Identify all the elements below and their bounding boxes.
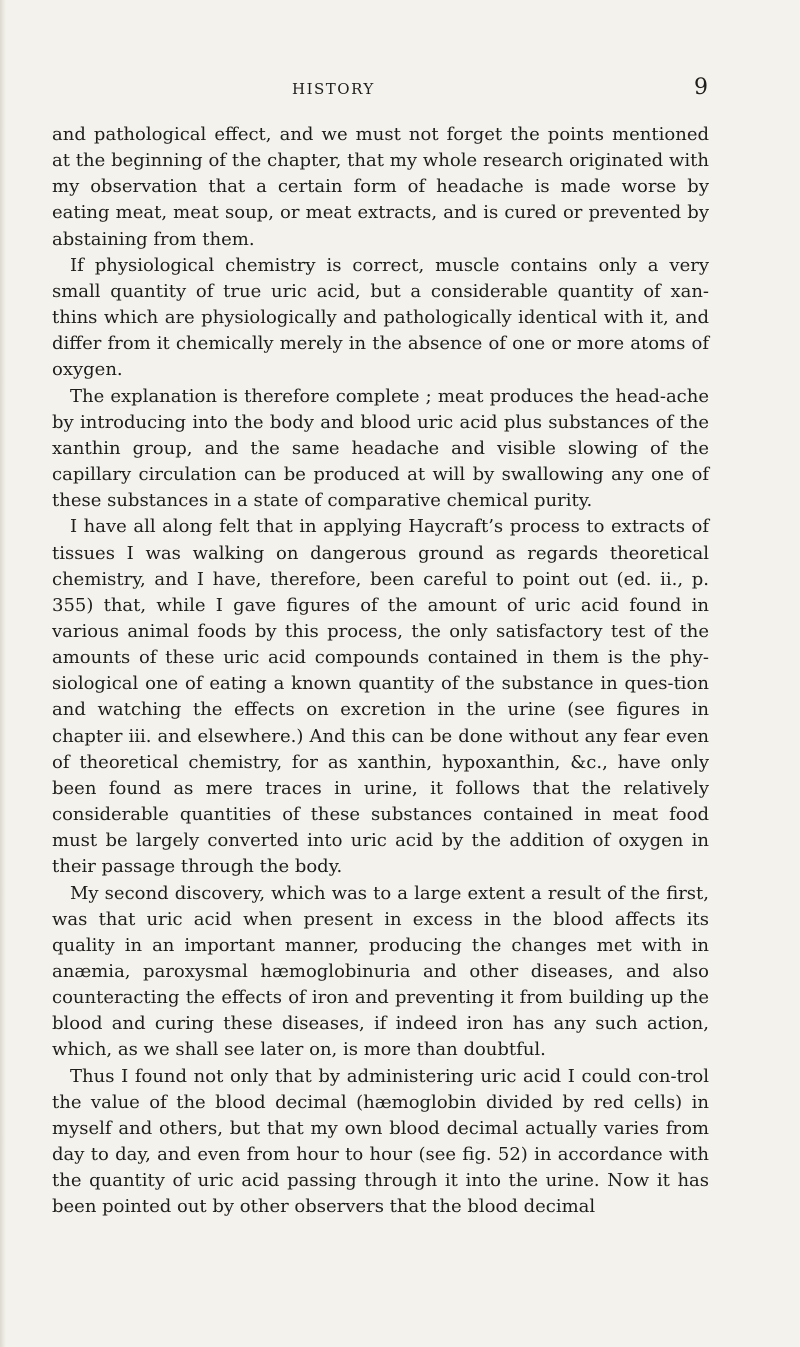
- paragraph: The explanation is therefore complete ; meat produces the head-ache by introducing into the body and blood uric acid plus substances of the xanthin group, and the same headache and visible slowing of the capillary circulation can be produced at will by swallowing any one of these substances in a state of comparative chemical purity.: [52, 385, 709, 512]
- paragraph: My second discovery, which was to a large extent a result of the first, was that uric acid when present in excess in the blood affects its quality in an important manner, producing the changes met with in anæmia, paroxysmal hæmoglobinuria and other diseases, and also counteracting the effects of iron and preventing it from building up the blood and curing these diseases, if indeed iron has any such action, which, as we shall see later on, is more than doubtful.: [52, 882, 709, 1061]
- paragraph: Thus I found not only that by administering uric acid I could con-trol the value of the blood decimal (hæmoglobin divided by red cells) in myself and others, but that my own blood decimal actually varies from day to day, and even from hour to hour (see fig. 52) in accordance with the quantity of uric acid passing through it into the urine. Now it has been pointed out by other observers that the blood decimal: [52, 1065, 709, 1218]
- paragraph: If physiological chemistry is correct, muscle contains only a very small quantity of true uric acid, but a considerable quantity of xan-thins which are physiologically and pathologically identical with it, and differ from it chemically merely in the absence of one or more atoms of oxygen.: [52, 254, 709, 381]
- body-text: [52, 122, 709, 1221]
- page-number: 9: [694, 75, 708, 100]
- running-header: [0, 75, 800, 104]
- running-title: HISTORY: [292, 80, 375, 98]
- paragraph: I have all along felt that in applying Haycraft’s process to extracts of tissues I was walking on dangerous ground as regards theoretical chemistry, and I have, therefore, been careful to point out (ed. ii., p. 355) that, while I gave figures of the amount of uric acid found in various animal foods by this process, the only satisfactory test of the amounts of these uric acid compounds contained in them is the phy-siological one of eating a known quantity of the substance in ques-tion and watching the effects on excretion in the urine (see figures in chapter iii. and elsewhere.) And this can be done without any fear even of theoretical chemistry, for as xanthin, hypoxanthin, &c., have only been found as mere traces in urine, it follows that the relatively considerable quantities of these substances contained in meat food must be largely converted into uric acid by the addition of oxygen in their passage through the body.: [52, 516, 709, 878]
- page-edge-shadow: [0, 0, 6, 1347]
- paragraph-continuation: and pathological effect, and we must not forget the points mentioned at the beginning of the chapter, that my whole research originated with my observation that a certain form of headache is made worse by eating meat, meat soup, or meat extracts, and is cured or prevented by abstaining from them.: [52, 124, 709, 250]
